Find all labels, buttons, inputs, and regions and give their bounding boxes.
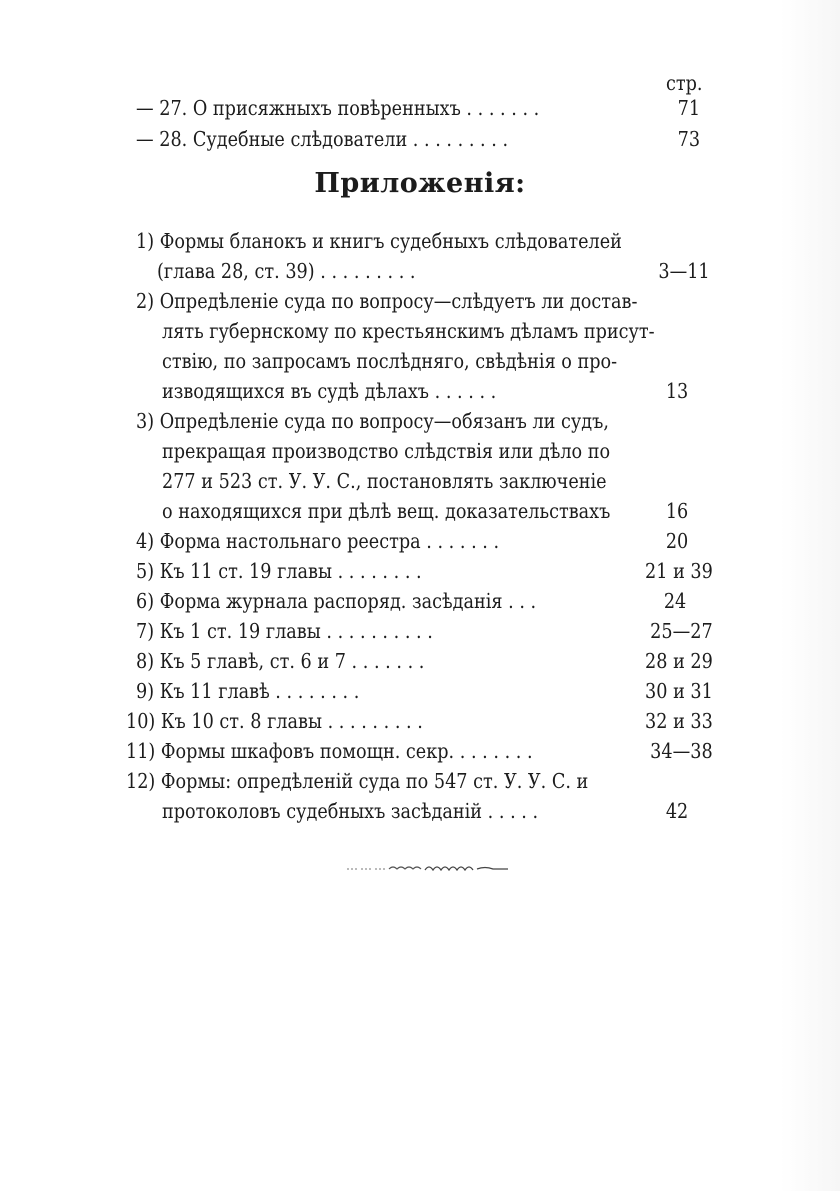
- page-column-label: стр.: [665, 71, 702, 95]
- appendix-6-page: 24: [663, 589, 687, 613]
- appendix-1-page: 3—11: [658, 259, 710, 283]
- appendix-10-page: 32 и 33: [645, 709, 713, 733]
- appendix-1-line-1: 1) Формы бланокъ и книгъ судебныхъ слѣдователей: [136, 229, 622, 253]
- appendix-9-page: 30 и 31: [645, 679, 713, 703]
- appendix-3-page: 16: [665, 499, 689, 523]
- tailpiece-ornament-icon: [345, 860, 510, 874]
- appendix-11-title: 11) Формы шкафовъ помощн. секр. . . . . . . .: [126, 739, 533, 763]
- appendix-5-page: 21 и 39: [645, 559, 713, 583]
- appendix-2-line-2: лять губернскому по крестьянскимъ дѣламъ присут-: [162, 319, 655, 343]
- appendix-1-line-2: (глава 28, ст. 39) . . . . . . . . .: [157, 259, 416, 283]
- appendix-12-page: 42: [665, 799, 689, 823]
- appendix-3-line-4: о находящихся при дѣлѣ вещ. доказательствахъ: [162, 499, 611, 523]
- appendix-5-title: 5) Къ 11 ст. 19 главы . . . . . . . .: [136, 559, 422, 583]
- appendix-8-page: 28 и 29: [645, 649, 713, 673]
- appendix-2-line-1: 2) Опредѣленіе суда по вопросу—слѣдуетъ ли достав-: [136, 289, 638, 313]
- chapter-28-page: 73: [677, 127, 700, 151]
- appendix-7-title: 7) Къ 1 ст. 19 главы . . . . . . . . . .: [136, 619, 433, 643]
- appendix-6-title: 6) Форма журнала распоряд. засѣданія . . .: [136, 589, 537, 613]
- appendix-8-title: 8) Къ 5 главѣ, ст. 6 и 7 . . . . . . .: [136, 649, 425, 673]
- appendix-4-title: 4) Форма настольнаго реестра . . . . . . .: [136, 529, 500, 553]
- chapter-27-page: 71: [677, 96, 700, 120]
- appendix-2-page: 13: [665, 379, 689, 403]
- appendix-10-title: 10) Къ 10 ст. 8 главы . . . . . . . . .: [126, 709, 423, 733]
- chapter-28-title: — 28. Судебные слѣдователи . . . . . . . . .: [136, 127, 509, 151]
- chapter-27-title: — 27. О присяжныхъ повѣренныхъ . . . . . . .: [136, 96, 540, 120]
- appendix-12-line-2: протоколовъ судебныхъ засѣданій . . . . .: [162, 799, 539, 823]
- appendix-11-page: 34—38: [650, 739, 713, 763]
- appendix-3-line-3: 277 и 523 ст. У. У. С., постановлять заключеніе: [162, 469, 607, 493]
- appendix-3-line-2: прекращая производство слѣдствія или дѣло по: [162, 439, 611, 463]
- appendix-4-page: 20: [665, 529, 689, 553]
- appendix-heading: Приложенія:: [314, 168, 526, 199]
- appendix-9-title: 9) Къ 11 главѣ . . . . . . . .: [136, 679, 360, 703]
- appendix-12-line-1: 12) Формы: опредѣленій суда по 547 ст. У. У. С. и: [126, 769, 589, 793]
- appendix-3-line-1: 3) Опредѣленіе суда по вопросу—обязанъ ли судъ,: [136, 409, 609, 433]
- appendix-2-line-3: ствію, по запросамъ послѣдняго, свѣдѣнія о про-: [162, 349, 618, 373]
- appendix-2-line-4: изводящихся въ судѣ дѣлахъ . . . . . .: [162, 379, 497, 403]
- appendix-7-page: 25—27: [650, 619, 713, 643]
